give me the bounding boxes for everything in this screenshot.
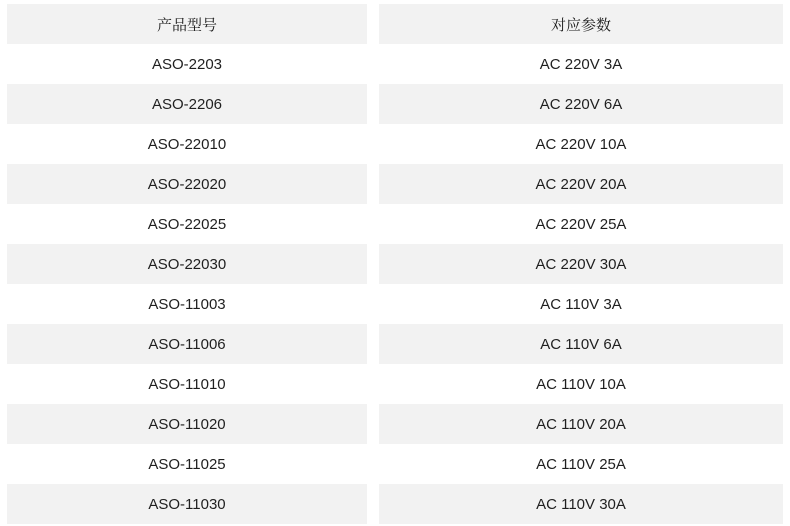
model-cell: ASO-22025 <box>7 204 367 244</box>
table-row <box>7 44 783 84</box>
model-cell: ASO-2206 <box>7 84 367 124</box>
param-cell: AC 220V 10A <box>379 124 783 164</box>
model-cell: ASO-11006 <box>7 324 367 364</box>
column-header-model: 产品型号 <box>7 4 367 44</box>
table-row <box>7 84 783 124</box>
param-cell: AC 220V 30A <box>379 244 783 284</box>
param-cell: AC 220V 20A <box>379 164 783 204</box>
model-cell: ASO-11010 <box>7 364 367 404</box>
param-cell: AC 110V 25A <box>379 444 783 484</box>
model-cell: ASO-22010 <box>7 124 367 164</box>
param-cell: AC 220V 6A <box>379 84 783 124</box>
model-cell: ASO-11003 <box>7 284 367 324</box>
param-cell: AC 110V 3A <box>379 284 783 324</box>
model-cell: ASO-11020 <box>7 404 367 444</box>
model-cell: ASO-22030 <box>7 244 367 284</box>
table-row <box>7 244 783 284</box>
table-row <box>7 404 783 444</box>
table-row <box>7 124 783 164</box>
model-cell: ASO-11030 <box>7 484 367 524</box>
table-row <box>7 444 783 484</box>
table-row <box>7 364 783 404</box>
column-header-params: 对应参数 <box>379 4 783 44</box>
table-row <box>7 484 783 524</box>
param-cell: AC 220V 25A <box>379 204 783 244</box>
param-cell: AC 220V 3A <box>379 44 783 84</box>
table-row <box>7 164 783 204</box>
table-row <box>7 324 783 364</box>
table-header-row <box>7 4 783 44</box>
param-cell: AC 110V 20A <box>379 404 783 444</box>
table-row <box>7 284 783 324</box>
param-cell: AC 110V 30A <box>379 484 783 524</box>
param-cell: AC 110V 6A <box>379 324 783 364</box>
model-cell: ASO-22020 <box>7 164 367 204</box>
model-cell: ASO-11025 <box>7 444 367 484</box>
table-row <box>7 204 783 244</box>
model-cell: ASO-2203 <box>7 44 367 84</box>
param-cell: AC 110V 10A <box>379 364 783 404</box>
